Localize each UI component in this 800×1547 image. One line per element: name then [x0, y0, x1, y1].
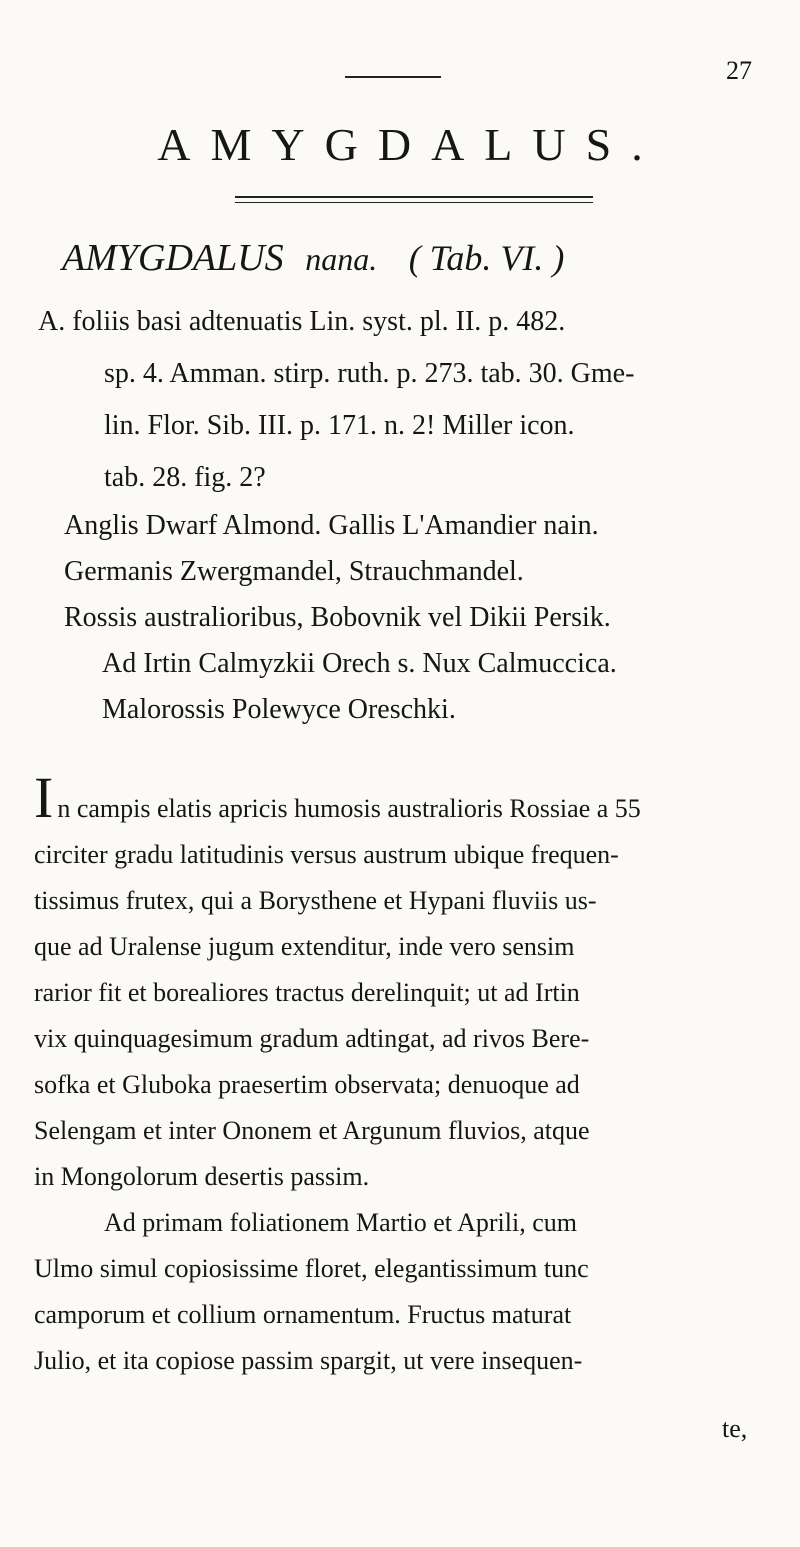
synonymy-line: A. foliis basi adtenuatis Lin. syst. pl. II. p. 482. — [38, 306, 566, 337]
page-number: 27 — [726, 56, 752, 85]
plate-reference: ( Tab. VI. ) — [408, 238, 565, 278]
vernacular-line: Malorossis Polewyce Oreschki. — [102, 694, 456, 725]
species-heading — [62, 236, 564, 280]
synonymy-line: lin. Flor. Sib. III. p. 171. n. 2! Miller icon. — [104, 410, 575, 441]
paragraph-line: rarior fit et borealiores tractus derelinquit; ut ad Irtin — [34, 978, 580, 1007]
synonymy-line: tab. 28. fig. 2? — [104, 462, 266, 493]
paragraph-line: que ad Uralense jugum extenditur, inde vero sensim — [34, 932, 575, 961]
paragraph-line: circiter gradu latitudinis versus austrum ubique frequen- — [34, 840, 619, 869]
section-title: AMYGDALUS. — [157, 119, 663, 170]
paragraph-line: in Mongolorum desertis passim. — [34, 1162, 370, 1191]
paragraph-line: tissimus frutex, qui a Borysthene et Hypani fluviis us- — [34, 886, 597, 915]
paragraph-line: sofka et Gluboka praesertim observata; denuoque ad — [34, 1070, 580, 1099]
genus-name: AMYGDALUS — [62, 237, 284, 279]
paragraph-line: In campis elatis apricis humosis australioris Rossiae a 55 — [34, 765, 641, 830]
vernacular-line: Germanis Zwergmandel, Strauchmandel. — [64, 556, 524, 587]
paragraph-line: Ad primam foliationem Martio et Aprili, cum — [104, 1208, 577, 1237]
vernacular-line: Anglis Dwarf Almond. Gallis L'Amandier nain. — [64, 510, 599, 541]
catchword: te, — [722, 1414, 748, 1443]
vernacular-line: Ad Irtin Calmyzkii Orech s. Nux Calmuccica. — [102, 648, 617, 679]
synonymy-line: sp. 4. Amman. stirp. ruth. p. 273. tab. 30. Gme- — [104, 358, 635, 389]
species-epithet: nana. — [305, 241, 378, 277]
paragraph-line: vix quinquagesimum gradum adtingat, ad rivos Bere- — [34, 1024, 590, 1053]
paragraph-line: Julio, et ita copiose passim spargit, ut vere insequen- — [34, 1346, 583, 1375]
title-rule-thin — [235, 202, 593, 203]
vernacular-names — [64, 503, 784, 733]
header-rule — [345, 76, 441, 78]
drop-initial: I — [34, 765, 54, 830]
title-rule-thick — [235, 196, 593, 198]
vernacular-line: Rossis australioribus, Bobovnik vel Dikii Persik. — [64, 602, 611, 633]
paragraph-line: Selengam et inter Ononem et Argunum fluvios, atque — [34, 1116, 590, 1145]
synonymy-block — [38, 296, 768, 504]
body-text — [34, 765, 764, 1384]
paragraph-line: Ulmo simul copiosissime floret, elegantissimum tunc — [34, 1254, 589, 1283]
paragraph-line: camporum et collium ornamentum. Fructus maturat — [34, 1300, 572, 1329]
